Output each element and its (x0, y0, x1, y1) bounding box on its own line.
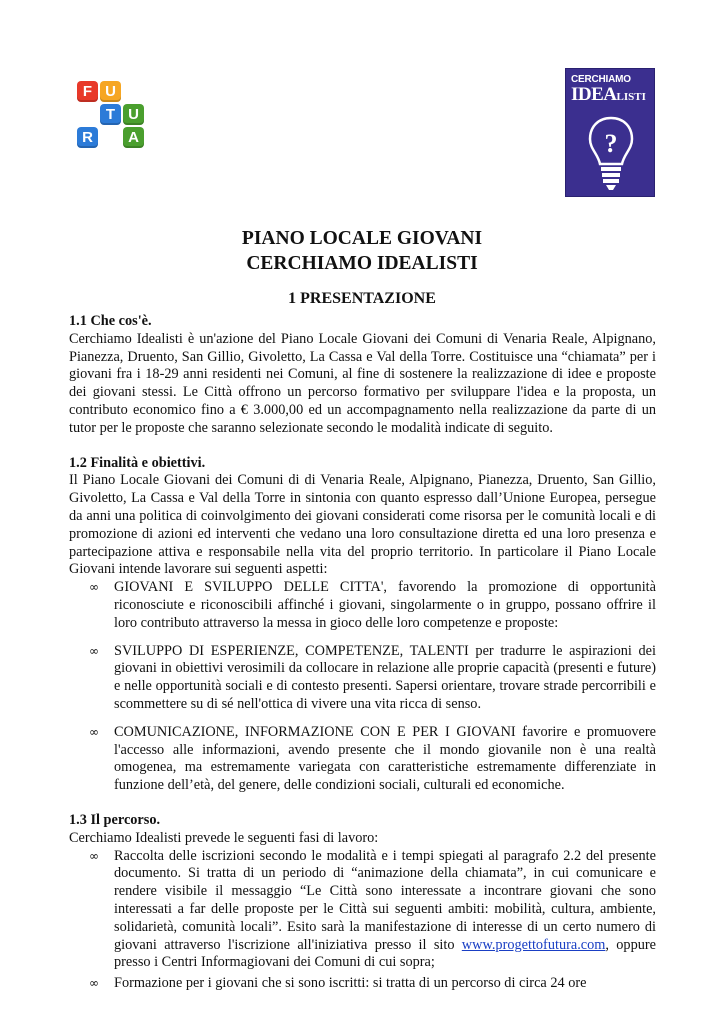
document-body (69, 313, 656, 993)
idealisti-logo (565, 68, 655, 197)
phases-list (69, 848, 656, 993)
logo-tile-u2: U (123, 104, 144, 125)
section-heading: 1 PRESENTAZIONE (288, 290, 436, 307)
infinity-bullet-icon: ∞ (89, 580, 99, 595)
logo-line1: CERCHIAMO (571, 74, 631, 85)
logo-line2: IDEALISTI (571, 84, 646, 105)
infinity-bullet-icon: ∞ (89, 976, 99, 991)
list-item: ∞ SVILUPPO DI ESPERIENZE, COMPETENZE, TALENTI per tradurre le aspirazioni dei giovani in obiettivi verosimili da collocare in relazione alle proprie capacità (presenti e future) e nelle opportunità sociali e di contesto presenti. Sapersi orientare, trovare strade percorribili e scommettere su di sé nell'ottica di vivere una vita ricca di senso. (89, 642, 656, 712)
subsection-heading-1-1: 1.1 Che cos'è. (69, 313, 152, 329)
infinity-bullet-icon: ∞ (89, 848, 99, 863)
document-title-line2: CERCHIAMO IDEALISTI (246, 253, 478, 274)
paragraph-1-1: Cerchiamo Idealisti è un'azione del Piano Locale Giovani dei Comuni di Venaria Reale, Alpignano, Pianezza, Druento, San Gillio, Givoletto, La Cassa e Val della Torre. Costituisce una “chiamata” per i giovani fra i 18-29 anni residenti nei Comuni, al fine di sostenere la realizzazione di idee e proposte dei giovani stessi. Le Città offrono un percorso formativo per sviluppare l'idea e la proposta, un contributo economico fino a € 3.000,00 ed un accompagnamento nella realizzazione da parte di un tutor per le proposte che saranno selezionate secondo le modalità indicate di seguito. (69, 330, 656, 436)
list-item: ∞ GIOVANI E SVILUPPO DELLE CITTA', favorendo la promozione di opportunità riconosciute e riconoscibili affinché i giovani, singolarmente o in gruppo, possano offrire il loro contributo attraverso la messa in gioco delle loro competenze e proposte: (89, 579, 656, 631)
document-title-line1: PIANO LOCALE GIOVANI (241, 228, 483, 249)
futura-logo (77, 81, 145, 149)
subsection-heading-1-2: 1.2 Finalità e obiettivi. (69, 454, 206, 471)
logo-tile-u1: U (100, 81, 121, 102)
paragraph-1-2: Il Piano Locale Giovani dei Comuni di di Venaria Reale, Alpignano, Pianezza, Druento, San Gillio, Givoletto, La Cassa e Val della Torre in sintonia con quanto espresso dall’Unione Europea, persegue da anni una politica di coinvolgimento dei giovani considerati come risorsa per le comunità locali e di promozione di azioni ed interventi che vedano una loro consultazione diretta ed una loro presenza e partecipazione attiva e responsabile nella vita del proprio territorio. In particolare il Piano Locale Giovani intende lavorare sui seguenti aspetti: (69, 472, 656, 578)
infinity-bullet-icon: ∞ (89, 724, 99, 739)
subsection-heading-1-3: 1.3 Il percorso. (69, 811, 161, 828)
paragraph-1-3: Cerchiamo Idealisti prevede le seguenti fasi di lavoro: (69, 829, 379, 846)
logo-tile-r: R (77, 127, 98, 148)
lightbulb-question-icon (586, 114, 636, 192)
infinity-bullet-icon: ∞ (89, 643, 99, 658)
logo-tile-t: T (100, 104, 121, 125)
svg-text:?: ? (604, 129, 618, 158)
aims-list (69, 579, 656, 795)
progettofutura-link[interactable]: www.progettofutura.com (461, 936, 606, 953)
list-item: ∞ Raccolta delle iscrizioni secondo le modalità e i tempi spiegati al paragrafo 2.2 del presente documento. Si tratta di un periodo di “animazione della chiamata”, in cui comunicare e rendere visibile il messaggio “Le Città sono interessate a incontrare giovani che sono interessati a far delle proposte per le Città sui seguenti ambiti: mobilità, cultura, ambiente, solidarietà, comunità locali”. Esito sarà la manifestazione di interesse di un certo numero di giovani attraverso l'iscrizione all'iniziativa presso il sito www.progettofutura.com, oppure presso i Centri Informagiovani dei Comuni di cui sopra; (89, 847, 656, 971)
logo-tile-a: A (123, 127, 144, 148)
list-item: ∞ Formazione per i giovani che si sono iscritti: si tratta di un percorso di circa 24 ore (89, 975, 587, 992)
logo-tile-f: F (77, 81, 98, 102)
list-item: ∞ COMUNICAZIONE, INFORMAZIONE CON E PER I GIOVANI favorire e promuovere l'accesso alle informazioni, avendo presente che il mondo giovanile non è una realtà omogenea, ma estremamente variegata con caratteristiche estremamente differenziate in funzione dell’età, del genere, delle condizioni sociali, culturali ed economiche. (89, 723, 656, 794)
